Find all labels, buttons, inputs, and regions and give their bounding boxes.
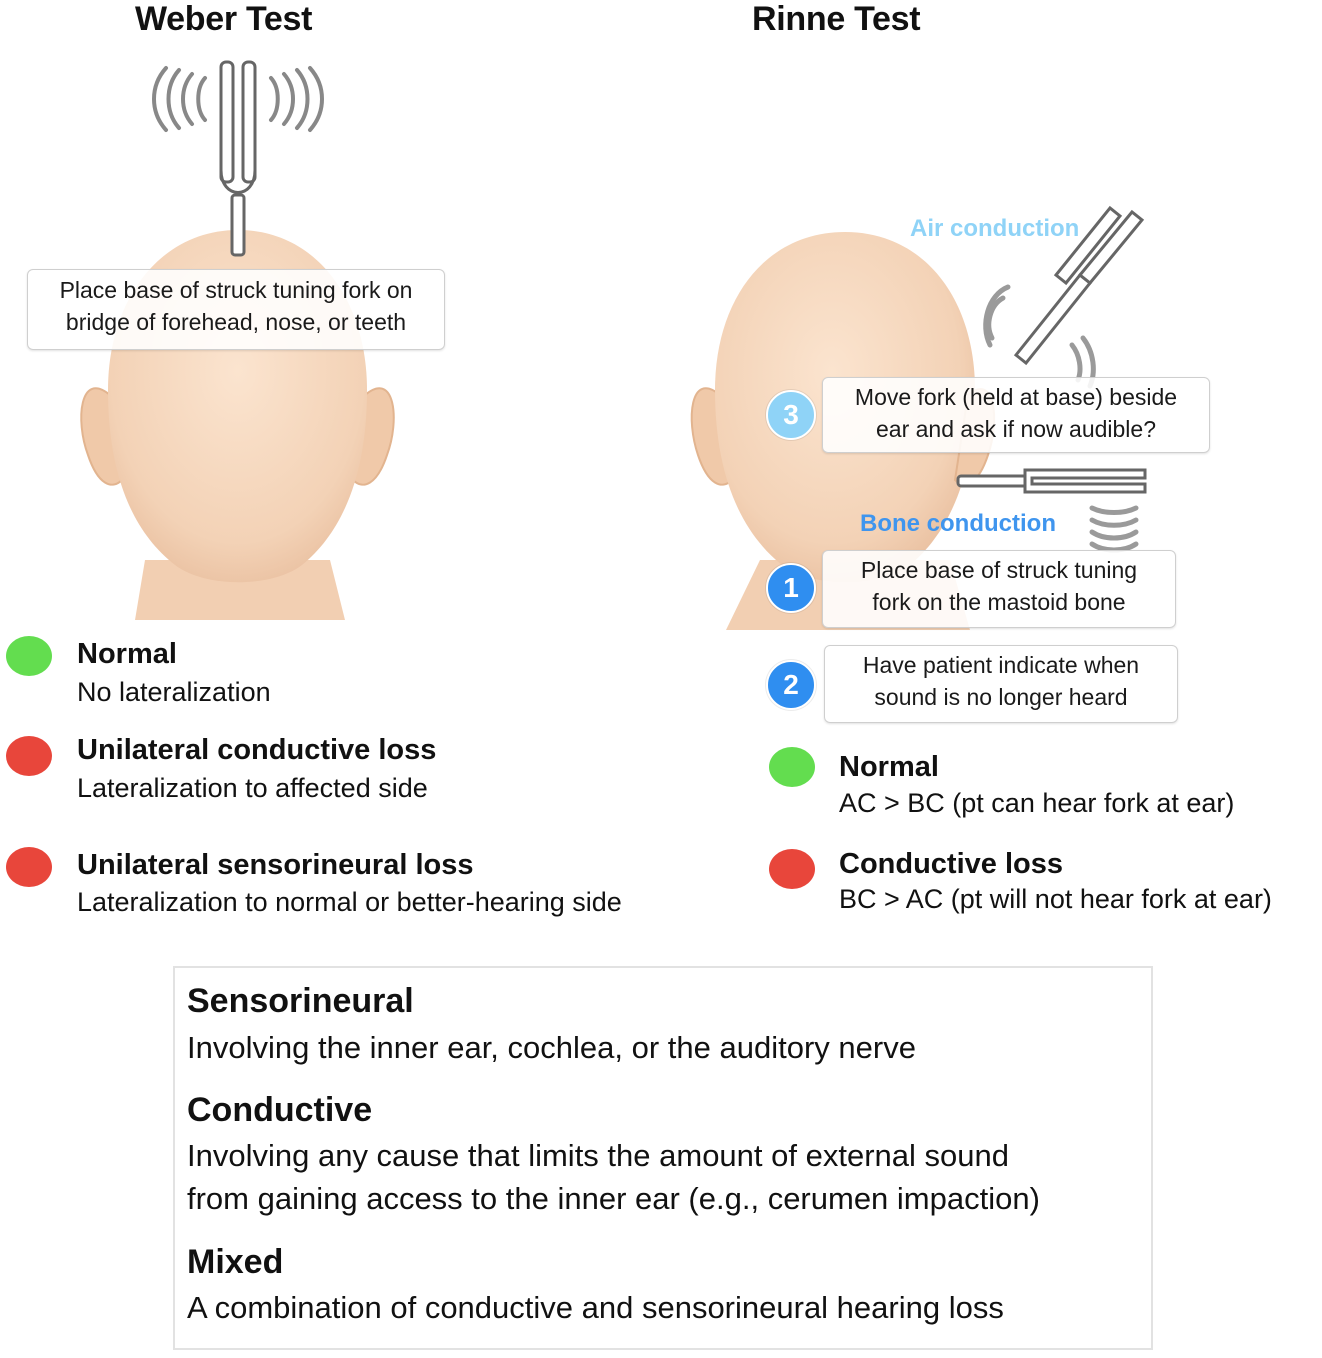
weber-sensorineural-dot: [6, 847, 52, 887]
step-1-line-2: fork on the mastoid bone: [872, 589, 1126, 615]
definition-line: Involving any cause that limits the amount of external sound: [187, 1138, 1009, 1173]
definition-line: A combination of conductive and sensorineural hearing loss: [187, 1290, 1004, 1325]
definition-description: [187, 1134, 1040, 1220]
step-1-line-1: Place base of struck tuning: [860, 557, 1138, 583]
rinne-result-detail: AC > BC (pt can hear fork at ear): [839, 788, 1235, 818]
definition-term: Sensorineural: [187, 982, 414, 1020]
weber-vibration-left: [154, 68, 205, 130]
rinne-title: Rinne Test: [752, 0, 921, 38]
step-3-line-1: Move fork (held at base) beside: [854, 384, 1178, 410]
step-3-callout: [822, 377, 1210, 453]
weber-result-detail: No lateralization: [77, 677, 271, 707]
weber-instruction-line-1: Place base of struck tuning fork on: [59, 277, 413, 303]
weber-result-heading: Unilateral sensorineural loss: [77, 849, 474, 881]
weber-vibration-right: [271, 68, 322, 130]
step-1-badge: 1: [766, 563, 816, 613]
definition-term: Mixed: [187, 1243, 284, 1281]
weber-tuning-fork: [221, 62, 255, 255]
bone-vibration-arcs: [1092, 508, 1136, 550]
rinne-normal-dot: [769, 747, 815, 787]
step-2-line-1: Have patient indicate when: [862, 652, 1140, 678]
weber-result-detail: Lateralization to normal or better-hearing side: [77, 887, 622, 917]
step-2-badge: 2: [766, 660, 816, 710]
rinne-result-heading: Normal: [839, 751, 939, 783]
air-conduction-label: Air conduction: [910, 215, 1080, 242]
weber-result-heading: Normal: [77, 638, 177, 670]
definition-description: [187, 1286, 1004, 1329]
weber-title: Weber Test: [135, 0, 313, 38]
definition-line: from gaining access to the inner ear (e.g., cerumen impaction): [187, 1181, 1040, 1216]
step-2-callout: [824, 645, 1178, 723]
weber-result-heading: Unilateral conductive loss: [77, 734, 437, 766]
rinne-result-heading: Conductive loss: [839, 848, 1063, 880]
step-2-line-2: sound is no longer heard: [874, 684, 1128, 710]
weber-normal-dot: [6, 636, 52, 676]
rinne-conductive-dot: [769, 849, 815, 889]
weber-result-detail: Lateralization to affected side: [77, 773, 428, 803]
step-3-badge: 3: [766, 390, 816, 440]
rinne-result-detail: BC > AC (pt will not hear fork at ear): [839, 884, 1272, 914]
definitions-box: [173, 966, 1153, 1350]
weber-instruction-callout: [27, 269, 445, 350]
step-1-callout: [822, 550, 1176, 628]
bone-conduction-fork: [958, 470, 1145, 492]
step-3-line-2: ear and ask if now audible?: [875, 416, 1157, 442]
definition-description: [187, 1026, 916, 1069]
weber-instruction-line-2: bridge of forehead, nose, or teeth: [65, 309, 407, 335]
definition-term: Conductive: [187, 1091, 373, 1129]
bone-conduction-label: Bone conduction: [860, 510, 1056, 537]
definition-line: Involving the inner ear, cochlea, or the auditory nerve: [187, 1030, 916, 1065]
weber-conductive-dot: [6, 736, 52, 776]
